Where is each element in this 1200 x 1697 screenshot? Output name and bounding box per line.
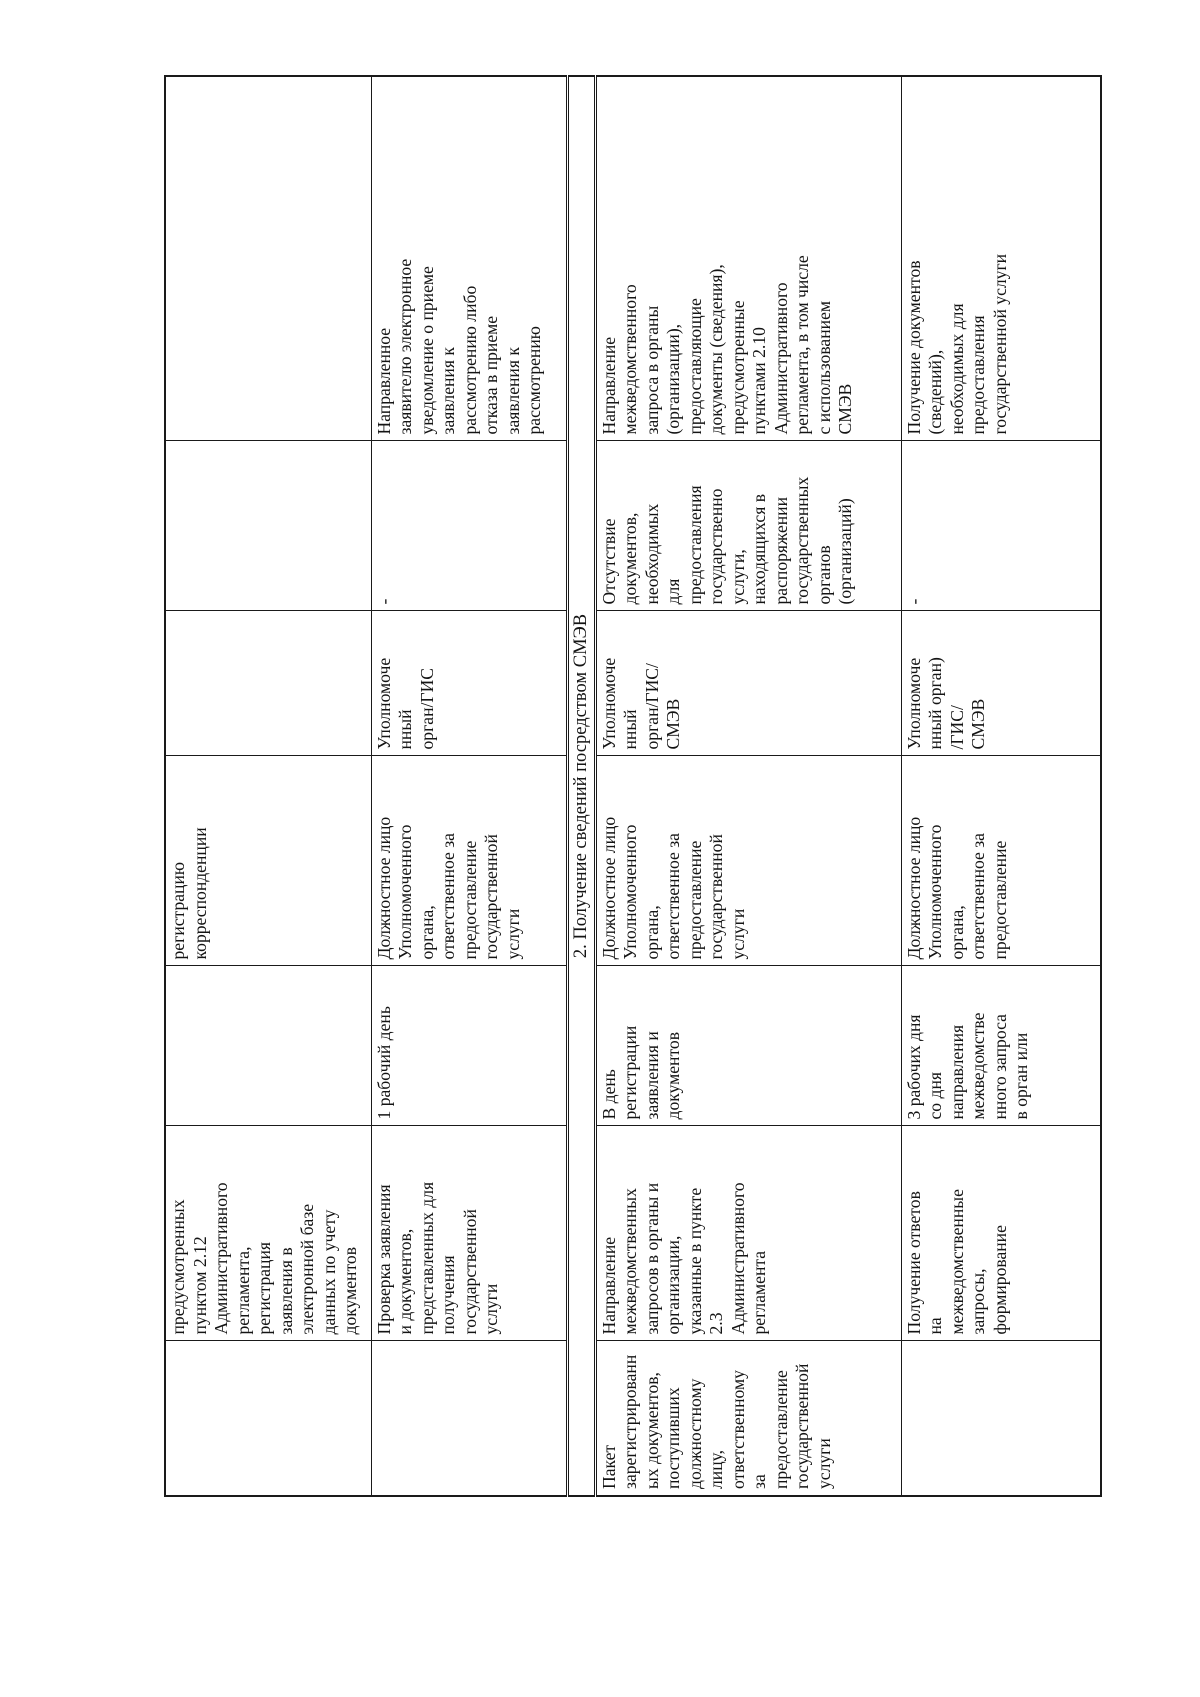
table-cell-r2-c4: Должностное лицо Уполномоченного органа, ответственное за предоставление государственной услуги (371, 756, 567, 966)
procedure-table (164, 75, 1102, 1497)
table-cell-r2-c5: Уполномоче нный орган/ГИС (371, 611, 567, 756)
table-cell-r2-c3: 1 рабочий день (371, 966, 567, 1126)
table-cell-r3-c7: Направление межведомственного запроса в органы (организации), предоставляющие документы (сведения), предусмотренные пунктами 2.10 Административного регламента, в том числе с использованием СМЭВ (595, 76, 901, 441)
table-row (371, 76, 567, 1496)
table-cell-r3-c2: Направление межведомственных запросов в органы и организации, указанные в пункте 2.3 Административного регламента (595, 1126, 901, 1341)
table-row (595, 76, 901, 1496)
table-cell-r4-c6: - (901, 441, 1101, 611)
table-cell-r1-c2: предусмотренных пунктом 2.12 Административного регламента, регистрация заявления в электронной базе данных по учету документов (165, 1126, 371, 1341)
table-cell-r1-c6 (165, 441, 371, 611)
table-cell-r4-c4: Должностное лицо Уполномоченного органа, ответственное за предоставление (901, 756, 1101, 966)
table-cell-r1-c3 (165, 966, 371, 1126)
table-row (901, 76, 1101, 1496)
table-cell-r2-c2: Проверка заявления и документов, представленных для получения государственной услуги (371, 1126, 567, 1341)
table-cell-r4-c2: Получение ответов на межведомственные запросы, формирование (901, 1126, 1101, 1341)
table-cell-r1-c5 (165, 611, 371, 756)
table-cell-r1-c7 (165, 76, 371, 441)
table-cell-r4-c1 (901, 1341, 1101, 1496)
table-row (165, 76, 371, 1496)
table-cell-r4-c5: Уполномоче нный орган) /ГИС/ СМЭВ (901, 611, 1101, 756)
table-cell-r3-c6: Отсутствие документов, необходимых для предоставления государственно услуги, находящихся в распоряжении государственных органов (организаций) (595, 441, 901, 611)
rotated-table-wrapper (164, 77, 1100, 1497)
section-row (567, 76, 595, 1496)
table-cell-r3-c3: В день регистрации заявления и документов (595, 966, 901, 1126)
table-cell-r3-c4: Должностное лицо Уполномоченного органа, ответственное за предоставление государственной услуги (595, 756, 901, 966)
table-cell-r3-c5: Уполномоче нный орган/ГИС/ СМЭВ (595, 611, 901, 756)
table-cell-r2-c1 (371, 1341, 567, 1496)
table-cell-r4-c7: Получение документов (сведений), необходимых для предоставления государственной услуги (901, 76, 1101, 441)
table-cell-r1-c1 (165, 1341, 371, 1496)
table-cell-r3-c1: Пакет зарегистрированн ых документов, поступивших должностному лицу, ответственному за предоставление государственной услуги (595, 1341, 901, 1496)
table-cell-r2-c7: Направленное заявителю электронное уведомление о приеме заявления к рассмотрению либо отказа в приеме заявления к рассмотрению (371, 76, 567, 441)
table-cell-r1-c4: регистрацию корреспонденции (165, 756, 371, 966)
table-cell-r2-c6: - (371, 441, 567, 611)
table-cell-r4-c3: 3 рабочих дня со дня направления межведомстве нного запроса в орган или (901, 966, 1101, 1126)
section-title: 2. Получение сведений посредством СМЭВ (567, 76, 595, 1496)
